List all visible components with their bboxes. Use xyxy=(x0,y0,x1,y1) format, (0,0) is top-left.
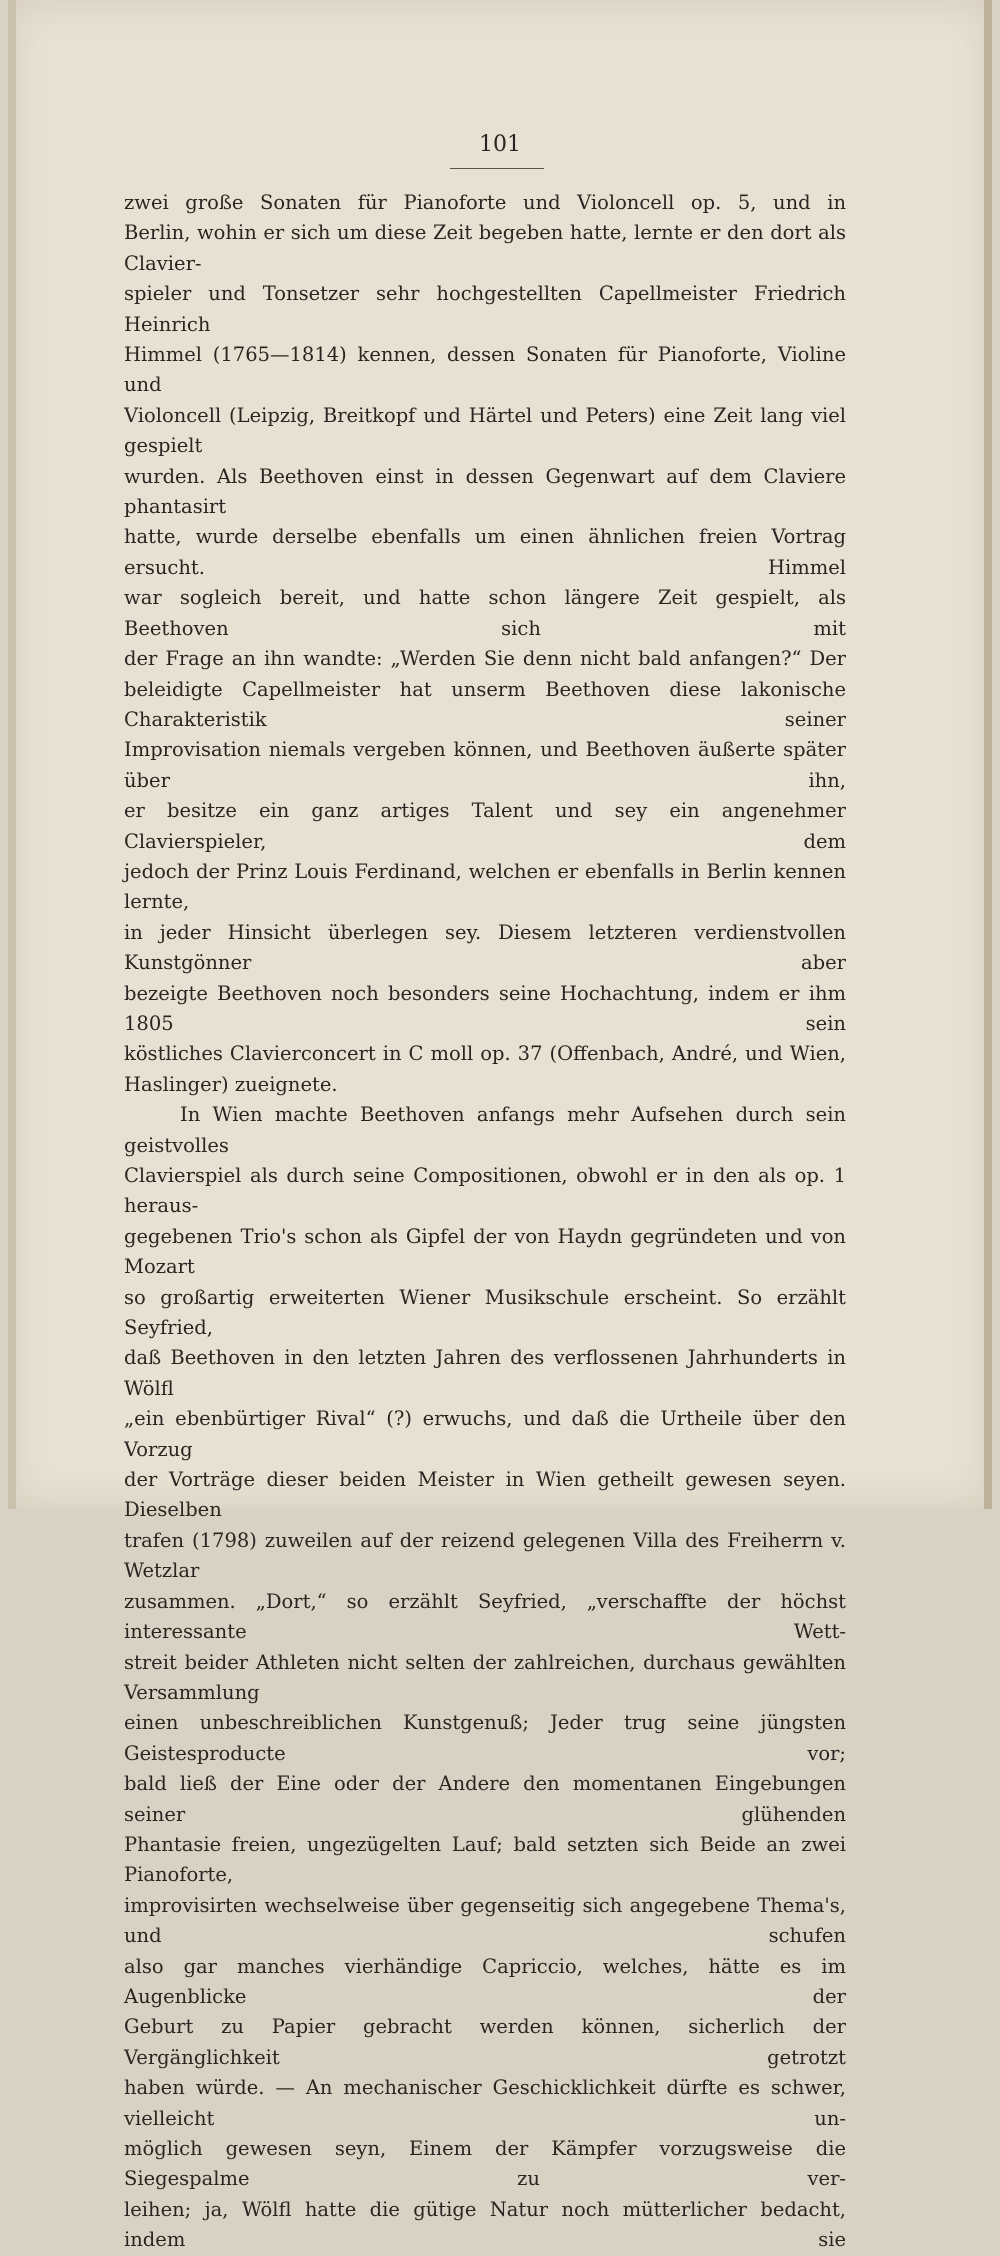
text-line: war sogleich bereit, und hatte schon längere Zeit gespielt, als Beethoven sich mit xyxy=(124,586,846,640)
text-line: Phantasie freien, ungezügelten Lauf; bald setzten sich Beide an zwei Pianoforte, xyxy=(124,1832,846,1887)
book-page xyxy=(8,0,992,2252)
page-edge xyxy=(984,0,992,1509)
text-line: Himmel (1765—1814) kennen, dessen Sonaten für Pianoforte, Violine und xyxy=(124,343,846,397)
text-line: der Frage an ihn wandte: „Werden Sie denn nicht bald anfangen?“ Der xyxy=(124,647,846,671)
text-line: bezeigte Beethoven noch besonders seine Hochachtung, indem er ihm 1805 sein xyxy=(124,981,846,1035)
text-line: Haslinger) zueignete. xyxy=(124,1072,338,1096)
body-text xyxy=(124,188,846,2256)
text-line: köstliches Clavierconcert in C moll op. 37 (Offenbach, André, und Wien, xyxy=(124,1042,846,1066)
text-line: improvisirten wechselweise über gegenseitig sich angegebene Thema's, und schufen xyxy=(124,1893,846,1948)
text-line: trafen (1798) zuweilen auf der reizend gelegenen Villa des Freiherrn v. Wetzlar xyxy=(124,1528,846,1583)
text-line: so großartig erweiterten Wiener Musikschule erscheint. So erzählt Seyfried, xyxy=(124,1285,846,1340)
text-line: in jeder Hinsicht überlegen sey. Diesem letzteren verdienstvollen Kunstgönner aber xyxy=(124,920,846,975)
text-line: Violoncell (Leipzig, Breitkopf und Härtel und Peters) eine Zeit lang viel gespielt xyxy=(124,403,846,458)
text-line: möglich gewesen seyn, Einem der Kämpfer vorzugsweise die Siegespalme zu ver- xyxy=(124,2137,846,2191)
text-line: gegebenen Trio's schon als Gipfel der von Haydn gegründeten und von Mozart xyxy=(124,1224,846,1279)
text-line: er besitze ein ganz artiges Talent und sey ein angenehmer Clavierspieler, dem xyxy=(124,799,846,853)
text-line: streit beider Athleten nicht selten der zahlreichen, durchaus gewählten Versammlung xyxy=(124,1650,846,1704)
text-line: wurden. Als Beethoven einst in dessen Gegenwart auf dem Claviere phantasirt xyxy=(124,464,846,519)
text-line: beleidigte Capellmeister hat unserm Beethoven diese lakonische Charakteristik seiner xyxy=(124,677,846,731)
text-line: leihen; ja, Wölfl hatte die gütige Natur noch mütterlicher bedacht, indem sie xyxy=(124,2197,846,2252)
text-line: zusammen. „Dort,“ so erzählt Seyfried, „verschaffte der höchst interessante Wett- xyxy=(124,1589,846,1644)
text-line: Geburt zu Papier gebracht werden können, sicherlich der Vergänglichkeit getrotzt xyxy=(124,2015,846,2069)
text-line: spieler und Tonsetzer sehr hochgestellten Capellmeister Friedrich Heinrich xyxy=(124,282,846,336)
text-line: Berlin, wohin er sich um diese Zeit begeben hatte, lernte er den dort als Clavier- xyxy=(124,221,846,275)
text-line: einen unbeschreiblichen Kunstgenuß; Jeder trug seine jüngsten Geistesproducte vor; xyxy=(124,1711,846,1765)
text-line: „ein ebenbürtiger Rival“ (?) erwuchs, und daß die Urtheile über den Vorzug xyxy=(124,1407,846,1461)
text-line: hatte, wurde derselbe ebenfalls um einen ähnlichen freien Vortrag ersucht. Himmel xyxy=(124,525,846,579)
header-rule xyxy=(450,168,544,169)
text-line: Clavierspiel als durch seine Compositionen, obwohl er in den als op. 1 heraus- xyxy=(124,1164,846,1218)
text-line: der Vorträge dieser beiden Meister in Wien getheilt gewesen seyen. Dieselben xyxy=(124,1468,846,1522)
page-number: 101 xyxy=(479,132,521,157)
page-gutter-shadow xyxy=(8,0,16,1509)
text-line: zwei große Sonaten für Pianoforte und Violoncell op. 5, und in xyxy=(124,191,846,214)
text-line: haben würde. — An mechanischer Geschicklichkeit dürfte es schwer, vielleicht un- xyxy=(124,2076,846,2130)
text-line: In Wien machte Beethoven anfangs mehr Aufsehen durch sein geistvolles xyxy=(124,1103,846,1157)
text-line: jedoch der Prinz Louis Ferdinand, welchen er ebenfalls in Berlin kennen lernte, xyxy=(124,859,846,914)
text-line: bald ließ der Eine oder der Andere den momentanen Eingebungen seiner glühenden xyxy=(124,1772,846,1826)
text-line: also gar manches vierhändige Capriccio, welches, hätte es im Augenblicke der xyxy=(124,1954,846,2008)
text-line: Improvisation niemals vergeben können, und Beethoven äußerte später über ihn, xyxy=(124,738,846,792)
text-line: daß Beethoven in den letzten Jahren des verflossenen Jahrhunderts in Wölfl xyxy=(124,1346,846,1400)
